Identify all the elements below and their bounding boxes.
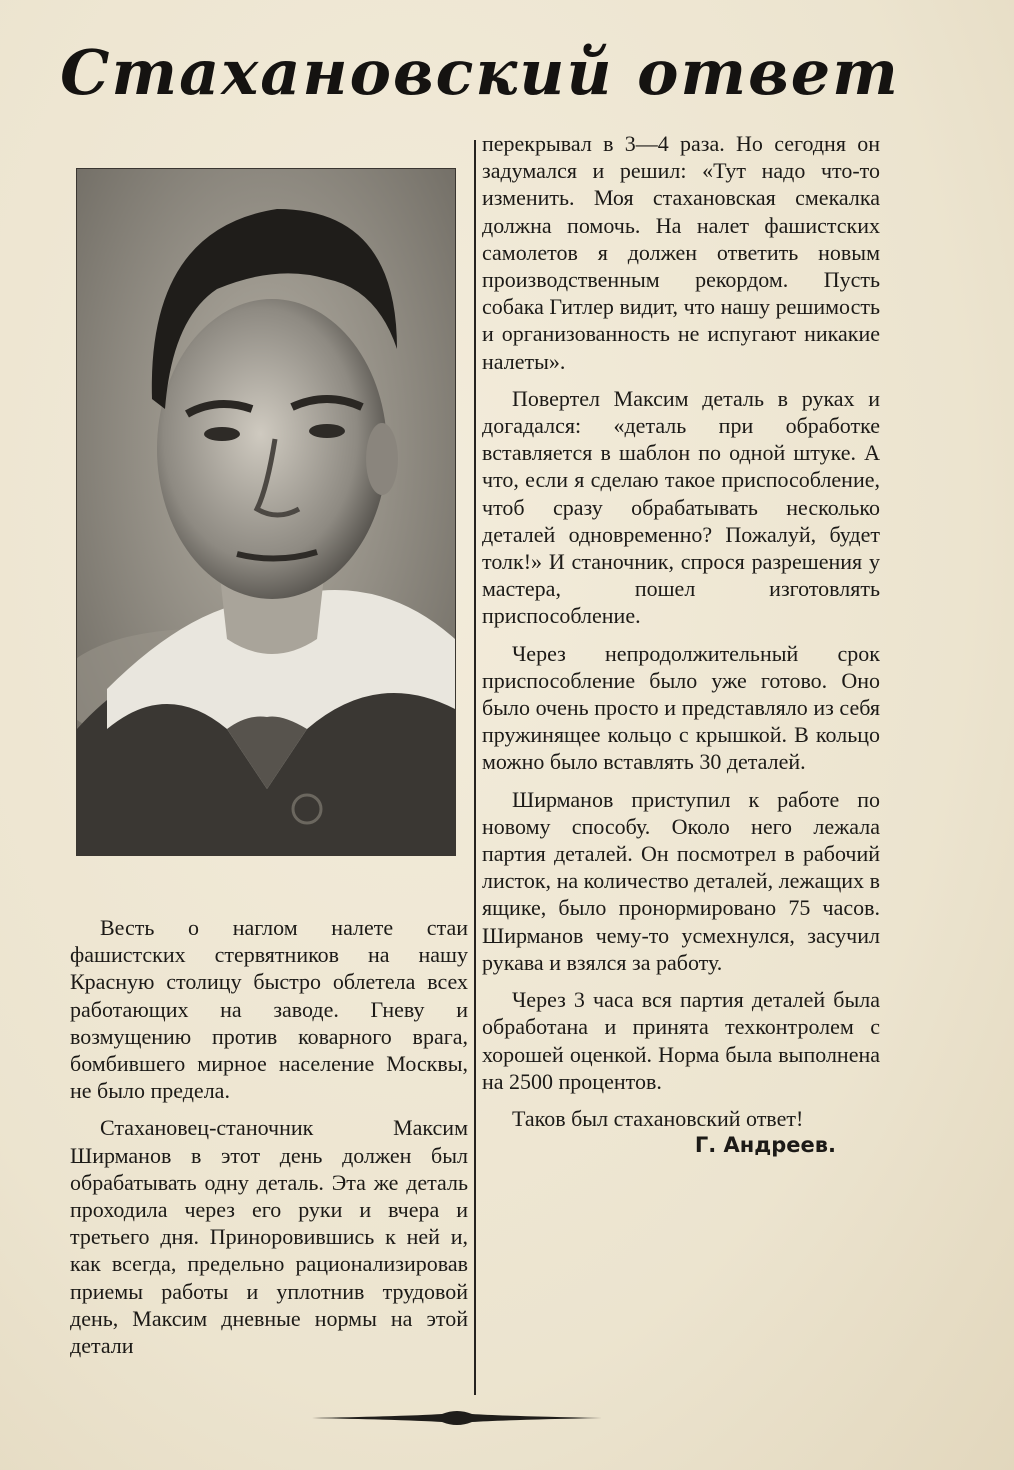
article-title: Стахановский ответ	[60, 36, 900, 109]
article-paragraph: Стахановец-станочник Максим Ширманов в этот день должен был обрабатывать одну деталь. Эта же деталь проходила через его руки и вчера и третьего дня. Приноровившись к ней и, как всегда, предельно рационализировав приемы работы и уплотнив трудовой день, Максим дневные нормы на этой детали	[70, 1115, 468, 1359]
article-paragraph: Повертел Максим деталь в руках и догадался: «деталь при обработке вставляется в шаблон по одной штуке. А что, если я сделаю такое приспособление, чтоб сразу обрабатывать несколько деталей одновременно? Пожалуй, будет толк!» И станочник, спрося разрешения у мастера, пошел изготовлять приспособление.	[482, 385, 880, 629]
right-column	[482, 130, 880, 1159]
portrait-illustration	[77, 169, 455, 855]
article-paragraph: Весть о наглом налете стаи фашистских стервятников на нашу Красную столицу быстро облетела всех работающих на заводе. Гневу и возмущению против коварного врага, бомбившего мирное население Москвы, не было предела.	[70, 915, 468, 1104]
divider-ornament	[312, 1408, 602, 1428]
article-paragraph-continued: перекрывал в 3—4 раза. Но сегодня он задумался и решил: «Тут надо что-то изменить. Моя стахановская смекалка должна помочь. На налет фашистских самолетов я должен ответить новым производственным рекордом. Пусть собака Гитлер видит, что нашу решимость и организованность не испугают никакие налеты».	[482, 131, 880, 374]
article-paragraph: Ширманов приступил к работе по новому способу. Около него лежала партия деталей. Он посмотрел в рабочий листок, на количество деталей, лежащих в ящике, было пронормировано 75 часов. Ширманов чему-то усмехнулся, засучил рукава и взялся за работу.	[482, 786, 880, 975]
author-signature: Г. Андреев.	[694, 1133, 836, 1158]
article-paragraph: Через 3 часа вся партия деталей была обработана и принята техконтролем с хорошей оценкой. Норма была выполнена на 2500 процентов.	[482, 987, 880, 1094]
portrait-photo	[76, 168, 456, 856]
article-paragraph: Таков был стахановский ответ!	[512, 1105, 804, 1131]
left-column	[70, 914, 468, 1359]
column-divider	[474, 140, 476, 1395]
article-paragraph: Через непродолжительный срок приспособление было уже готово. Оно было очень просто и представляло из себя пружинящее кольцо с крышкой. В кольцо можно было вставлять 30 деталей.	[482, 640, 880, 775]
